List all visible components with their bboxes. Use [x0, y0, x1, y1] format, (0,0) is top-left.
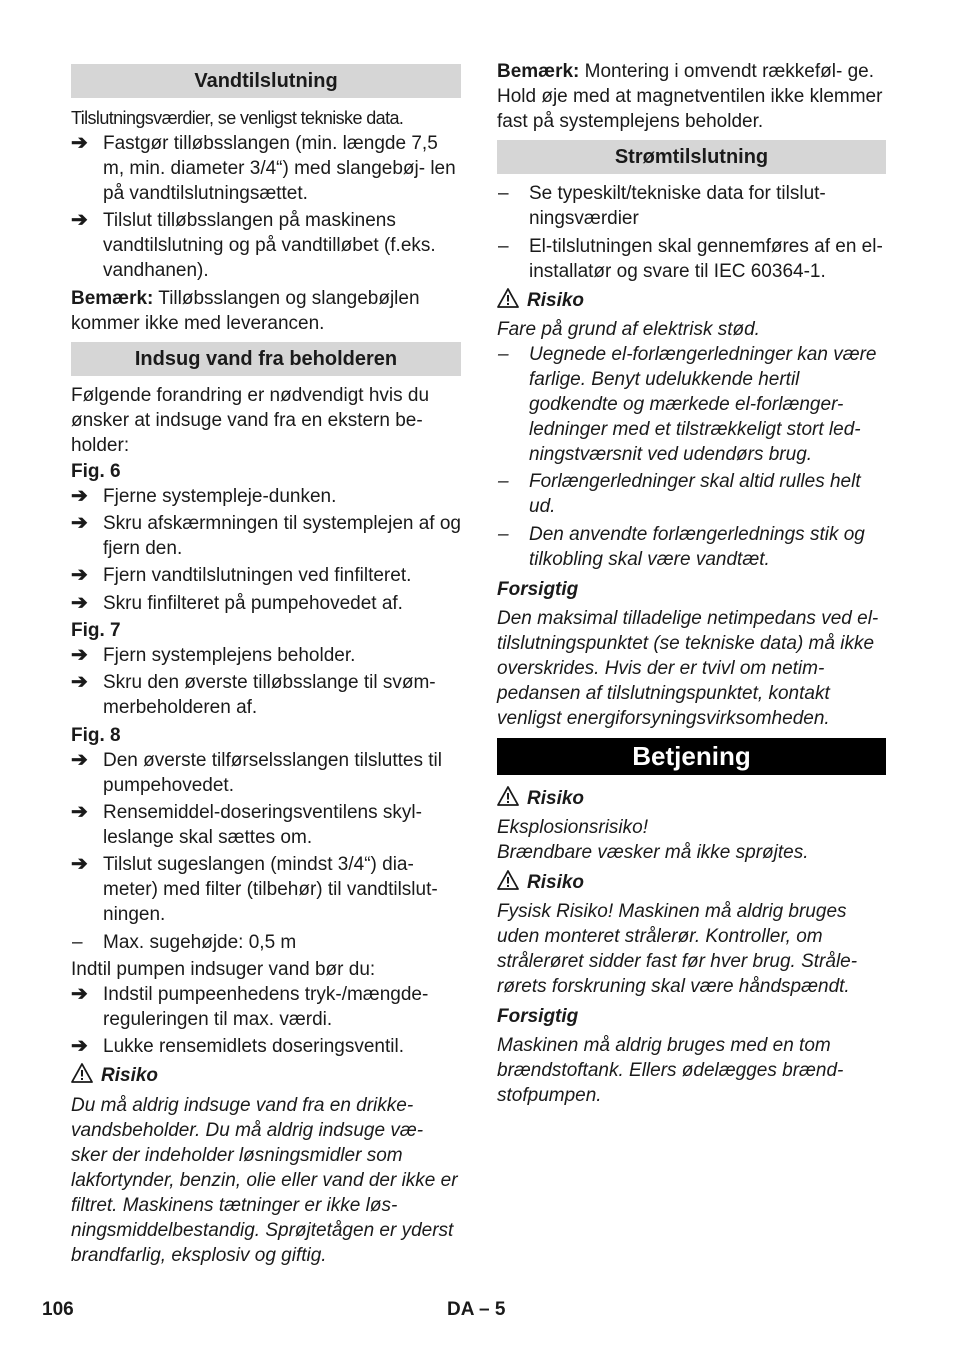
- arrow-right-icon: ➔: [71, 801, 88, 823]
- note-paragraph: Bemærk: Tilløbsslangen og slangebøjlen kommer ikke med leverancen.: [71, 288, 420, 334]
- list-item: ➔ Tilslut sugeslangen (mindst 3/4“) dia- meter) med filter (tilbehør) til vandtilslut- ningen.: [71, 853, 438, 925]
- warning-triangle-icon: [71, 1063, 93, 1083]
- list-item: ➔ Fjerne systempleje-dunken.: [71, 485, 337, 507]
- risk-line: Eksplosionsrisiko!: [497, 817, 648, 838]
- list-item: ➔ Skru finfilteret på pumpehovedet af.: [71, 592, 403, 614]
- dash-bullet-icon: –: [72, 932, 83, 953]
- dash-bullet-icon: –: [498, 344, 509, 365]
- heading-suction: Indsug vand fra beholderen: [71, 342, 461, 376]
- arrow-right-icon: ➔: [71, 749, 88, 771]
- arrow-right-icon: ➔: [71, 132, 88, 154]
- risk-heading: Risiko: [497, 870, 584, 895]
- list-item: – El-tilslutningen skal gennemføres af en el-installatør og svare til IEC 60364-1.: [498, 236, 883, 282]
- arrow-right-icon: ➔: [71, 592, 88, 614]
- dash-bullet-icon: –: [498, 236, 509, 257]
- risk-text: Du må aldrig indsuge vand fra en drikke- vandsbeholder. Du må aldrig indsuge væ- sker der indeholder løsningsmidler som lakfortynder, benzin, olie eller vand der ikke er filtret. Maskinens tætninger er ikke løs- ningsmiddelbestandig. Sprøjtetågen er yderst brandfarlig, eksplosiv og giftig.: [71, 1095, 458, 1266]
- dash-bullet-icon: –: [498, 183, 509, 204]
- list-item: ➔ Fastgør tilløbsslangen (min. længde 7,5 m, min. diameter 3/4“) med slangebøj- len på vandtilslutningsættet.: [71, 132, 456, 204]
- list-item: ➔ Den øverste tilførselsslangen tilsluttes til pumpehovedet.: [71, 749, 442, 796]
- heading-power-connection: Strømtilslutning: [497, 140, 886, 174]
- dash-bullet-icon: –: [498, 524, 509, 545]
- arrow-right-icon: ➔: [71, 564, 88, 586]
- caution-text: Maskinen må aldrig bruges med en tom brændstoftank. Ellers ødelægges brænd- stofpumpen.: [497, 1035, 844, 1106]
- note-paragraph: Bemærk: Montering i omvendt rækkeføl- ge. Hold øje med at magnetventilen ikke klemmer fast på systemplejens beholder.: [497, 61, 883, 132]
- arrow-right-icon: ➔: [71, 983, 88, 1005]
- warning-triangle-icon: [497, 786, 519, 806]
- arrow-right-icon: ➔: [71, 671, 88, 693]
- risk-heading: Risiko: [497, 786, 584, 811]
- warning-triangle-icon: [497, 870, 519, 890]
- risk-heading: Risiko: [71, 1063, 158, 1088]
- list-item: ➔ Skru afskærmningen til systemplejen af og fjern den.: [71, 512, 461, 559]
- list-item: ➔ Fjern systemplejens beholder.: [71, 644, 356, 666]
- page-number: 106: [42, 1299, 74, 1320]
- list-item: ➔ Indstil pumpeenhedens tryk-/mængde- reguleringen til max. værdi.: [71, 983, 429, 1030]
- list-item: – Se typeskilt/tekniske data for tilslut- ningsværdier: [498, 183, 826, 229]
- heading-water-connection: Vandtilslutning: [71, 64, 461, 98]
- list-item: – Den anvendte forlængerlednings stik og tilkobling skal være vandtæt.: [498, 524, 865, 570]
- list-item: – Uegnede el-forlængerledninger kan være farlige. Benyt udelukkende hertil godkendte og mærkede el-forlænger- ledninger med et tilstrækkeligt stort led- ningstværsnit ved udendørs brug.: [498, 344, 877, 465]
- list-item: ➔ Rensemiddel-doseringsventilens skyl- leslange skal sættes om.: [71, 801, 422, 848]
- list-item: ➔ Tilslut tilløbsslangen på maskinens vandtilslutning og på vandtilløbet (f.eks. vandhanen).: [71, 209, 436, 281]
- list-item: ➔ Fjern vandtilslutningen ved finfilteret.: [71, 564, 412, 586]
- list-item: – Forlængerledninger skal altid rulles helt ud.: [498, 471, 861, 517]
- risk-line: Brændbare væsker må ikke sprøjtes.: [497, 842, 809, 863]
- list-item: – Max. sugehøjde: 0,5 m: [72, 932, 297, 953]
- arrow-right-icon: ➔: [71, 209, 88, 231]
- fig-7-label: Fig. 7: [71, 620, 121, 641]
- arrow-right-icon: ➔: [71, 485, 88, 507]
- dash-bullet-icon: –: [498, 471, 509, 492]
- caution-heading: Forsigtig: [497, 579, 579, 600]
- list-item: ➔ Lukke rensemidlets doseringsventil.: [71, 1035, 404, 1057]
- connection-values-text: Tilslutningsværdier, se venligst tekniske data.: [71, 108, 404, 128]
- section-footer: DA – 5: [447, 1299, 506, 1320]
- fig-8-label: Fig. 8: [71, 725, 121, 746]
- risk-intro: Fare på grund af elektrisk stød.: [497, 319, 760, 340]
- arrow-right-icon: ➔: [71, 512, 88, 534]
- caution-text: Den maksimal tilladelige netimpedans ved el-tilslutningspunktet (se tekniske data) må ikke overskrides. Hvis der er tvivl om netim- pedansen af tilslutningspunktet, kontakt venligst energiforsyningsvirksomheden.: [497, 608, 879, 729]
- suction-intro: Følgende forandring er nødvendigt hvis du ønsker at indsuge vand fra en ekstern be- holder:: [71, 385, 430, 456]
- caution-heading: Forsigtig: [497, 1006, 579, 1027]
- fig-6-label: Fig. 6: [71, 461, 121, 482]
- risk-text: Fysisk Risiko! Maskinen må aldrig bruges uden monteret strålerør. Kontroller, om strålerøret sidder fast før hver brug. Stråle- rørets forskruning skal være håndspændt.: [497, 901, 858, 997]
- warning-triangle-icon: [497, 288, 519, 308]
- arrow-right-icon: ➔: [71, 1035, 88, 1057]
- list-item: ➔ Skru den øverste tilløbsslange til svøm- merbeholderen af.: [71, 671, 436, 718]
- arrow-right-icon: ➔: [71, 644, 88, 666]
- heading-operation: Betjening: [497, 738, 886, 775]
- until-text: Indtil pumpen indsuger vand bør du:: [71, 959, 376, 980]
- risk-heading: Risiko: [497, 288, 584, 313]
- arrow-right-icon: ➔: [71, 853, 88, 875]
